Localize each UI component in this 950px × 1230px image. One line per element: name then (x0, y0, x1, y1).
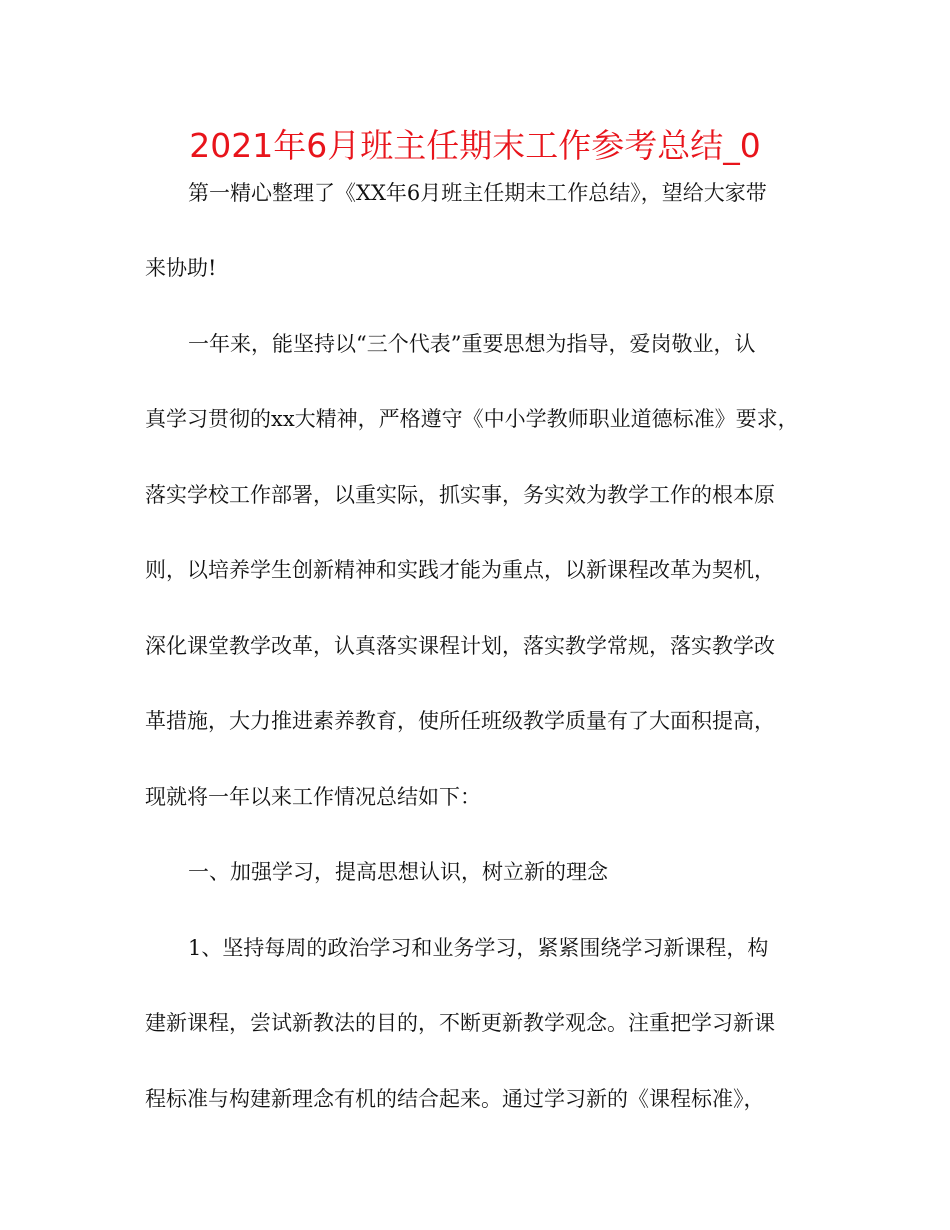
paragraph-line: 来协助! (145, 256, 217, 280)
paragraph-line: 一年来，能坚持以“三个代表”重要思想为指导，爱岗敬业，认 (188, 332, 756, 356)
paragraph-line: 建新课程，尝试新教法的目的，不断更新教学观念。注重把学习新课 (145, 1011, 775, 1035)
paragraph-line: 程标准与构建新理念有机的结合起来。通过学习新的《课程标准》， (145, 1087, 765, 1111)
paragraph-line: 则，以培养学生创新精神和实践才能为重点，以新课程改革为契机， (145, 558, 775, 582)
paragraph-line: 1、坚持每周的政治学习和业务学习，紧紧围绕学习新课程，构 (188, 936, 769, 960)
paragraph-line: 真学习贯彻的xx大精神，严格遵守《中小学教师职业道德标准》要求， (145, 407, 799, 431)
document-title: 2021年6月班主任期末工作参考总结_0 (189, 126, 761, 165)
paragraph-line: 现就将一年以来工作情况总结如下： (145, 785, 481, 809)
paragraph-line: 深化课堂教学改革，认真落实课程计划，落实教学常规，落实教学改 (145, 634, 775, 658)
section-heading: 一、加强学习，提高思想认识，树立新的理念 (188, 860, 608, 884)
paragraph-line: 落实学校工作部署，以重实际，抓实事，务实效为教学工作的根本原 (145, 483, 775, 507)
paragraph-line: 第一精心整理了《XX年6月班主任期末工作总结》，望给大家带 (188, 181, 767, 205)
paragraph-line: 革措施，大力推进素养教育，使所任班级教学质量有了大面积提高， (145, 709, 775, 733)
